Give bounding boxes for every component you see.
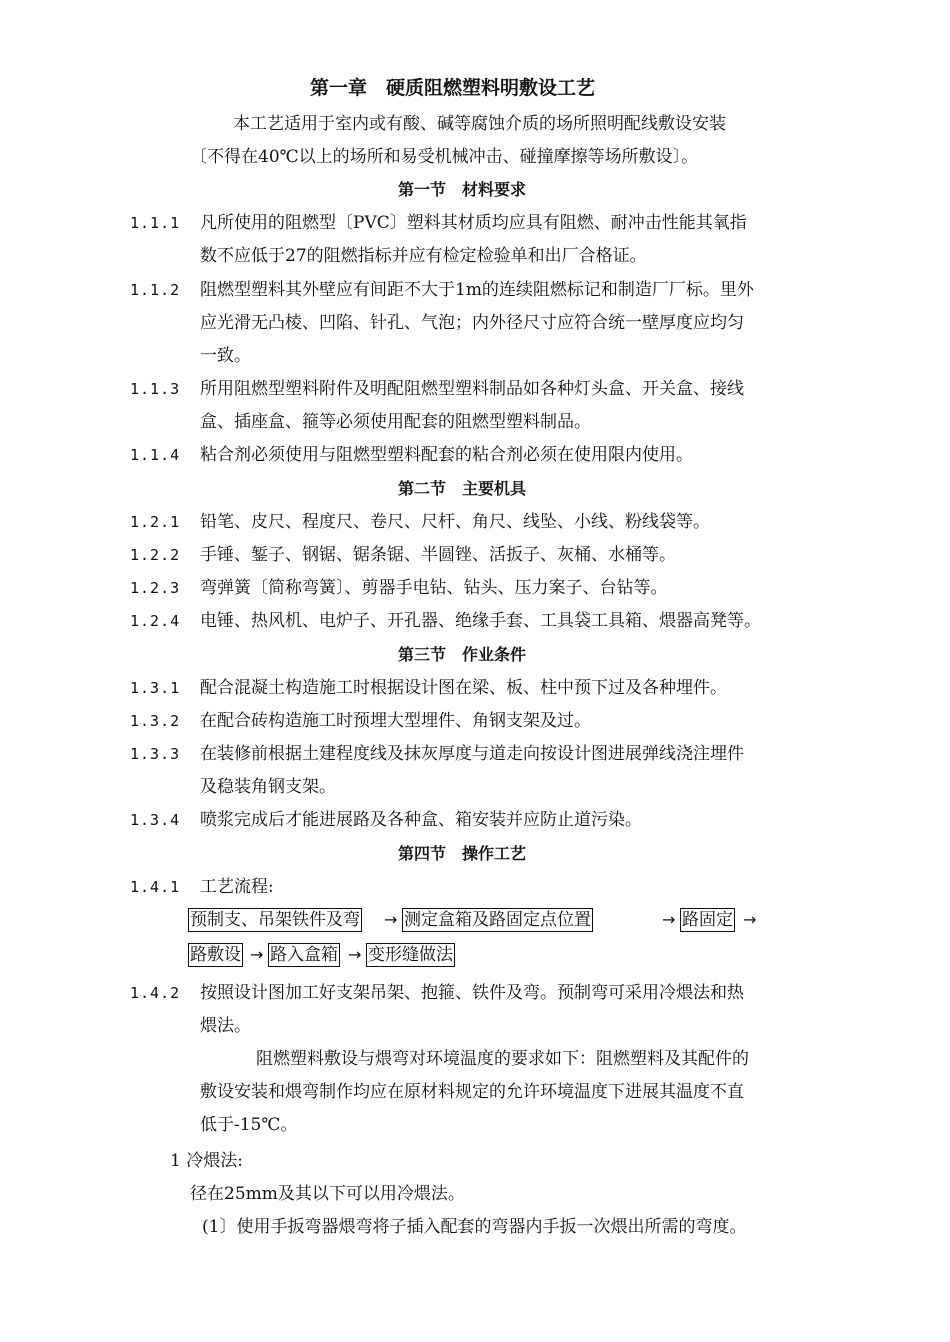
flow-arrow-icon: → <box>384 910 398 929</box>
item-text: 工艺流程: <box>200 877 274 897</box>
flow-step-lay: 路敷设 <box>190 945 241 965</box>
item-text: 弯弹簧〔简称弯簧〕、剪器手电钻、钻头、压力案子、台钻等。 <box>200 578 668 598</box>
item-text: 配合混凝土构造施工时根据设计图在梁、板、柱中预下过及各种埋件。 <box>200 678 727 698</box>
item-text: 喷浆完成后才能进展路及各种盒、箱安装并应防止道污染。 <box>200 810 642 830</box>
subsection-heading: 1 冷煨法: <box>170 1151 243 1171</box>
item-text: 手锤、錾子、钢锯、锯条锯、半圆锉、活扳子、灰桶、水桶等。 <box>200 545 676 565</box>
intro-line-2: 〔不得在40℃以上的场所和易受机械冲击、碰撞摩擦等场所敷设〕。 <box>190 147 699 167</box>
item-text: 盒、插座盒、箍等必须使用配套的阻燃型塑料制品。 <box>200 412 591 432</box>
item-number: 1.2.4 <box>130 612 181 630</box>
intro-line-1: 本工艺适用于室内或有酸、碱等腐蚀介质的场所照明配线敷设安装 <box>233 114 726 134</box>
flow-step-fix: 路固定 <box>682 910 733 930</box>
item-number: 1.3.4 <box>130 811 181 829</box>
item-text: 所用阻燃型塑料附件及明配阻燃型塑料制品如各种灯头盒、开关盒、接线 <box>200 379 744 399</box>
item-text: 按照设计图加工好支架吊架、抱箍、铁件及弯。预制弯可采用冷煨法和热 <box>200 983 744 1003</box>
item-number: 1.4.2 <box>130 984 181 1002</box>
flow-arrow-icon: → <box>348 945 362 964</box>
item-number: 1.3.3 <box>130 745 181 763</box>
chapter-title: 第一章 硬质阻燃塑料明敷设工艺 <box>310 77 596 99</box>
section-1-heading: 第一节 材料要求 <box>398 180 527 199</box>
paragraph-line: (1〕使用手扳弯器煨弯将子插入配套的弯器内手扳一次煨出所需的弯度。 <box>202 1217 747 1237</box>
flow-step-joint: 变形缝做法 <box>368 945 453 965</box>
item-text: 数不应低于27的阻燃指标并应有检定检验单和出厂合格证。 <box>200 246 647 266</box>
item-number: 1.2.1 <box>130 513 181 531</box>
item-text: 阻燃型塑料其外壁应有间距不大于1m的连续阻燃标记和制造厂厂标。里外 <box>200 280 754 300</box>
item-text: 一致。 <box>200 346 251 366</box>
flow-arrow-icon: → <box>250 945 264 964</box>
flow-arrow-icon: → <box>743 910 757 929</box>
item-number: 1.3.1 <box>130 679 181 697</box>
paragraph-line: 敷设安装和煨弯制作均应在原材料规定的允许环境温度下进展其温度不直 <box>200 1082 744 1102</box>
item-number: 1.1.2 <box>130 281 181 299</box>
item-number: 1.1.1 <box>130 214 181 232</box>
item-text: 电锤、热风机、电炉子、开孔器、绝缘手套、工具袋工具箱、煨器高凳等。 <box>200 611 761 631</box>
paragraph-line: 径在25mm及其以下可以用冷煨法。 <box>190 1184 465 1204</box>
item-number: 1.4.1 <box>130 878 181 896</box>
flow-step-measure: 测定盒箱及路固定点位置 <box>404 910 591 930</box>
flow-arrow-icon: → <box>662 910 676 929</box>
item-number: 1.3.2 <box>130 712 181 730</box>
section-2-heading: 第二节 主要机具 <box>398 479 527 498</box>
paragraph-line: 低于-15℃。 <box>200 1115 298 1135</box>
section-4-heading: 第四节 操作工艺 <box>398 844 527 863</box>
item-text: 在装修前根据土建程度线及抹灰厚度与道走向按设计图进展弹线浇注埋件 <box>200 744 744 764</box>
flow-step-into-box: 路入盒箱 <box>270 945 338 965</box>
flow-step-prefab: 预制支、吊架铁件及弯 <box>190 910 360 930</box>
item-number: 1.1.3 <box>130 380 181 398</box>
section-3-heading: 第三节 作业条件 <box>398 645 527 664</box>
paragraph-line: 阻燃塑料敷设与煨弯对环境温度的要求如下：阻燃塑料及其配件的 <box>256 1049 749 1069</box>
item-number: 1.2.2 <box>130 546 181 564</box>
item-text: 在配合砖构造施工时预埋大型埋件、角钢支架及过。 <box>200 711 591 731</box>
item-text: 应光滑无凸棱、凹陷、针孔、气泡；内外径尺寸应符合统一壁厚度应均匀 <box>200 313 744 333</box>
item-text: 煨法。 <box>200 1016 251 1036</box>
item-number: 1.1.4 <box>130 446 181 464</box>
item-text: 及稳装角钢支架。 <box>200 777 336 797</box>
item-text: 粘合剂必须使用与阻燃型塑料配套的粘合剂必须在使用限内使用。 <box>200 445 693 465</box>
item-text: 铅笔、皮尺、程度尺、卷尺、尺杆、角尺、线坠、小线、粉线袋等。 <box>200 512 710 532</box>
item-text: 凡所使用的阻燃型〔PVC〕塑料其材质均应具有阻燃、耐冲击性能其氧指 <box>200 213 747 233</box>
item-number: 1.2.3 <box>130 579 181 597</box>
